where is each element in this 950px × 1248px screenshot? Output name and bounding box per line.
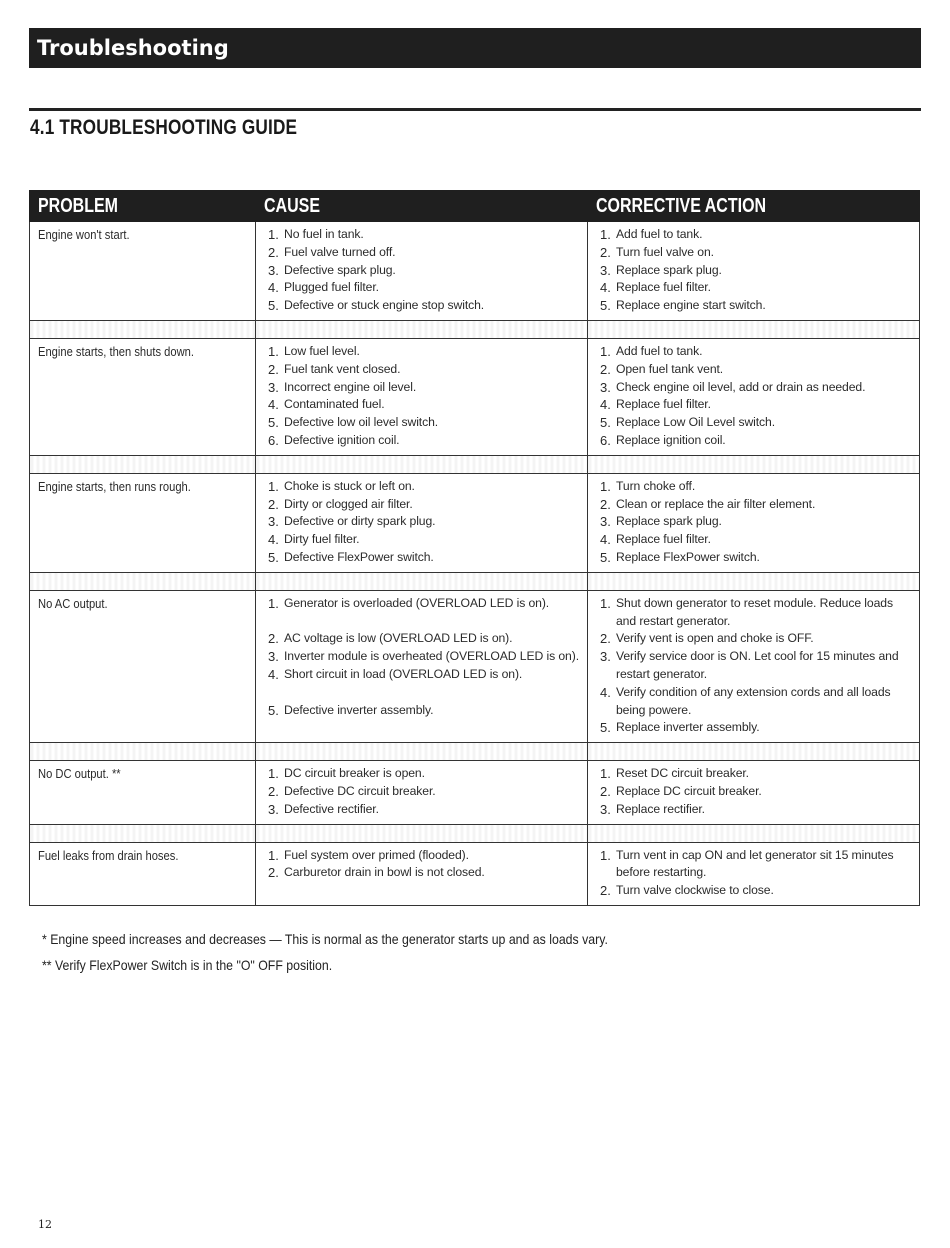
problem-text: Engine won't start. xyxy=(38,227,130,242)
cause-list xyxy=(268,343,583,450)
action-item: 2. Open fuel tank vent. xyxy=(600,361,915,379)
cause-item: 2. Carburetor drain in bowl is not closed. xyxy=(268,864,583,882)
action-text: Replace DC circuit breaker. xyxy=(616,783,762,798)
cause-item: 1. No fuel in tank. xyxy=(268,226,583,244)
problem-cell xyxy=(30,590,256,742)
cause-text: Generator is overloaded (OVERLOAD LED is on). xyxy=(284,595,550,610)
action-text: Add fuel to tank. xyxy=(616,343,703,358)
action-item: 1. Turn vent in cap ON and let generator sit 15 minutes before restarting. xyxy=(600,847,915,883)
spacer-cell xyxy=(588,320,920,338)
table-body xyxy=(30,222,920,906)
cause-item: 3. Inverter module is overheated (OVERLOAD LED is on). xyxy=(268,648,583,666)
table-row xyxy=(30,222,920,321)
cause-cell xyxy=(256,590,588,742)
cause-text: Defective FlexPower switch. xyxy=(284,549,434,564)
spacer-cell xyxy=(30,743,256,761)
cause-cell xyxy=(256,473,588,572)
action-text: Replace ignition coil. xyxy=(616,432,726,447)
action-item: 3. Replace spark plug. xyxy=(600,262,915,280)
action-text: Turn choke off. xyxy=(616,478,696,493)
cause-item: 5. Defective low oil level switch. xyxy=(268,414,583,432)
spacer-cell xyxy=(30,455,256,473)
cause-item: 4. Dirty fuel filter. xyxy=(268,531,583,549)
spacer-row xyxy=(30,824,920,842)
action-item: 1. Turn choke off. xyxy=(600,478,915,496)
spacer-cell xyxy=(588,455,920,473)
action-item: 3. Verify service door is ON. Let cool for 15 minutes and restart generator. xyxy=(600,648,915,684)
action-text: Verify vent is open and choke is OFF. xyxy=(616,631,814,646)
action-text: Add fuel to tank. xyxy=(616,227,703,241)
action-text: Replace spark plug. xyxy=(616,514,722,529)
action-item: 2. Turn fuel valve on. xyxy=(600,244,915,262)
spacer-cell xyxy=(30,824,256,842)
problem-cell xyxy=(30,761,256,824)
cause-item: 5. Defective inverter assembly. xyxy=(268,702,583,720)
cause-list xyxy=(268,847,583,883)
action-item: 5. Replace inverter assembly. xyxy=(600,719,915,737)
problem-cell xyxy=(30,473,256,572)
action-text: Replace FlexPower switch. xyxy=(616,549,760,564)
cause-text: Defective or dirty spark plug. xyxy=(284,514,436,529)
action-text: Replace fuel filter. xyxy=(616,397,711,412)
cause-item: 2. Fuel tank vent closed. xyxy=(268,361,583,379)
action-item: 3. Check engine oil level, add or drain as needed. xyxy=(600,379,915,397)
cause-text: Defective or stuck engine stop switch. xyxy=(284,298,485,313)
cause-text: Fuel system over primed (flooded). xyxy=(284,847,469,862)
footnote: * Engine speed increases and decreases — This is normal as the generator starts up and as loads vary. xyxy=(42,931,608,947)
problem-text: No DC output. ** xyxy=(38,766,121,782)
cause-item: 1. Low fuel level. xyxy=(268,343,583,361)
cause-item: 1. Fuel system over primed (flooded). xyxy=(268,847,583,865)
footnote: ** Verify FlexPower Switch is in the "O" OFF position. xyxy=(42,957,333,973)
action-item: 4. Replace fuel filter. xyxy=(600,531,915,549)
cause-item: 6. Defective ignition coil. xyxy=(268,432,583,450)
action-cell xyxy=(588,761,920,824)
column-header-action: CORRECTIVE ACTION xyxy=(588,191,920,222)
spacer-cell xyxy=(256,572,588,590)
action-list xyxy=(600,847,915,900)
cause-text: Dirty or clogged air filter. xyxy=(284,496,413,511)
action-item: 1. Add fuel to tank. xyxy=(600,226,915,244)
action-list xyxy=(600,765,915,818)
action-text: Turn fuel valve on. xyxy=(616,244,714,259)
cause-list xyxy=(268,478,583,567)
action-item: 1. Shut down generator to reset module. Reduce loads and restart generator. xyxy=(600,595,915,631)
spacer-cell xyxy=(256,743,588,761)
action-text: Replace Low Oil Level switch. xyxy=(616,415,775,430)
action-text: Reset DC circuit breaker. xyxy=(616,766,749,781)
action-text: Replace inverter assembly. xyxy=(616,720,760,735)
cause-text: AC voltage is low (OVERLOAD LED is on). xyxy=(284,631,513,646)
cause-text: Carburetor drain in bowl is not closed. xyxy=(284,865,485,880)
cause-item: 4. Plugged fuel filter. xyxy=(268,279,583,297)
cause-cell xyxy=(256,761,588,824)
problem-cell xyxy=(30,842,256,905)
action-text: Verify service door is ON. Let cool for 15 minutes and restart generator. xyxy=(616,649,899,681)
action-item: 5. Replace engine start switch. xyxy=(600,297,915,315)
cause-cell xyxy=(256,842,588,905)
cause-cell xyxy=(256,338,588,455)
spacer-cell xyxy=(588,824,920,842)
cause-text: Short circuit in load (OVERLOAD LED is on). xyxy=(284,666,523,681)
table-row xyxy=(30,590,920,742)
action-item: 2. Verify vent is open and choke is OFF. xyxy=(600,630,915,648)
action-text: Open fuel tank vent. xyxy=(616,361,724,376)
table-row xyxy=(30,842,920,905)
spacer-row xyxy=(30,320,920,338)
action-text: Shut down generator to reset module. Reduce loads and restart generator. xyxy=(616,595,893,628)
spacer-cell xyxy=(30,572,256,590)
cause-item: 2. AC voltage is low (OVERLOAD LED is on). xyxy=(268,630,583,648)
cause-list xyxy=(268,226,583,315)
cause-text: Defective low oil level switch. xyxy=(284,415,439,430)
cause-item: 2. Defective DC circuit breaker. xyxy=(268,783,583,801)
action-item: 4. Replace fuel filter. xyxy=(600,279,915,297)
action-list xyxy=(600,595,915,737)
action-text: Replace engine start switch. xyxy=(616,298,766,313)
action-cell xyxy=(588,590,920,742)
cause-item: 1. DC circuit breaker is open. xyxy=(268,765,583,783)
problem-cell xyxy=(30,222,256,321)
problem-text: Engine starts, then runs rough. xyxy=(38,478,191,494)
table-row xyxy=(30,761,920,824)
cause-text: No fuel in tank. xyxy=(284,227,364,241)
spacer-cell xyxy=(256,455,588,473)
cause-text: Choke is stuck or left on. xyxy=(284,478,415,493)
spacer-cell xyxy=(256,824,588,842)
action-item: 6. Replace ignition coil. xyxy=(600,432,915,450)
problem-text: Engine starts, then shuts down. xyxy=(38,343,194,359)
action-cell xyxy=(588,842,920,905)
action-item: 2. Clean or replace the air filter element. xyxy=(600,496,915,514)
spacer-row xyxy=(30,743,920,761)
problem-cell xyxy=(30,338,256,455)
cause-item: 4. Short circuit in load (OVERLOAD LED is on). xyxy=(268,666,583,684)
spacer-row xyxy=(30,455,920,473)
column-header-cause: CAUSE xyxy=(256,191,588,222)
cause-item: 1. Generator is overloaded (OVERLOAD LED is on). xyxy=(268,595,583,613)
spacer-cell xyxy=(30,320,256,338)
problem-text: Fuel leaks from drain hoses. xyxy=(38,847,179,863)
table-header-row xyxy=(30,191,920,222)
cause-item: 3. Defective or dirty spark plug. xyxy=(268,513,583,531)
action-text: Verify condition of any extension cords and all loads being powere. xyxy=(616,684,891,717)
spacer-cell xyxy=(256,320,588,338)
cause-text: Incorrect engine oil level. xyxy=(284,379,417,394)
cause-item: 3. Defective rectifier. xyxy=(268,801,583,819)
spacer-cell xyxy=(588,572,920,590)
cause-item: 4. Contaminated fuel. xyxy=(268,396,583,414)
spacer-cell xyxy=(588,743,920,761)
action-list xyxy=(600,226,915,315)
action-text: Replace fuel filter. xyxy=(616,280,711,295)
cause-text: DC circuit breaker is open. xyxy=(284,766,425,781)
action-item: 4. Verify condition of any extension cords and all loads being powere. xyxy=(600,684,915,720)
cause-text: Plugged fuel filter. xyxy=(284,280,379,295)
cause-item: 5. Defective or stuck engine stop switch. xyxy=(268,297,583,315)
action-item: 5. Replace FlexPower switch. xyxy=(600,549,915,567)
cause-item: 2. Dirty or clogged air filter. xyxy=(268,496,583,514)
cause-text: Defective rectifier. xyxy=(284,801,379,816)
footnotes xyxy=(42,926,685,978)
problem-text: No AC output. xyxy=(38,595,108,611)
cause-text: Low fuel level. xyxy=(284,343,360,358)
cause-text: Dirty fuel filter. xyxy=(284,532,360,547)
action-item: 2. Replace DC circuit breaker. xyxy=(600,783,915,801)
action-text: Turn vent in cap ON and let generator sit 15 minutes before restarting. xyxy=(616,847,894,880)
cause-item: 3. Incorrect engine oil level. xyxy=(268,379,583,397)
spacer-row xyxy=(30,572,920,590)
action-cell xyxy=(588,222,920,321)
cause-list xyxy=(268,595,583,720)
cause-text: Defective DC circuit breaker. xyxy=(284,783,436,798)
section-title: 4.1 TROUBLESHOOTING GUIDE xyxy=(30,116,298,139)
action-text: Replace rectifier. xyxy=(616,801,705,816)
action-cell xyxy=(588,338,920,455)
cause-text: Defective inverter assembly. xyxy=(284,702,434,717)
page-number: 12 xyxy=(38,1218,52,1231)
action-item: 1. Reset DC circuit breaker. xyxy=(600,765,915,783)
action-item: 5. Replace Low Oil Level switch. xyxy=(600,414,915,432)
cause-item: 5. Defective FlexPower switch. xyxy=(268,549,583,567)
table-row xyxy=(30,473,920,572)
cause-text: Fuel tank vent closed. xyxy=(284,361,401,376)
cause-text: Defective spark plug. xyxy=(284,262,396,277)
action-text: Replace fuel filter. xyxy=(616,532,711,547)
column-header-problem: PROBLEM xyxy=(30,191,256,222)
action-text: Replace spark plug. xyxy=(616,262,722,277)
action-text: Turn valve clockwise to close. xyxy=(616,883,774,898)
section-banner: Troubleshooting xyxy=(29,28,921,68)
table-row xyxy=(30,338,920,455)
action-text: Check engine oil level, add or drain as needed. xyxy=(616,379,866,394)
cause-item: 2. Fuel valve turned off. xyxy=(268,244,583,262)
action-item: 3. Replace rectifier. xyxy=(600,801,915,819)
troubleshooting-table xyxy=(29,190,920,906)
cause-text: Contaminated fuel. xyxy=(284,397,385,412)
action-text: Clean or replace the air filter element. xyxy=(616,496,816,511)
action-cell xyxy=(588,473,920,572)
action-list xyxy=(600,478,915,567)
action-list xyxy=(600,343,915,450)
cause-text: Inverter module is overheated (OVERLOAD LED is on). xyxy=(284,649,579,664)
cause-text: Fuel valve turned off. xyxy=(284,244,396,259)
section-rule xyxy=(29,108,921,111)
action-item: 2. Turn valve clockwise to close. xyxy=(600,882,915,900)
cause-cell xyxy=(256,222,588,321)
cause-item: 1. Choke is stuck or left on. xyxy=(268,478,583,496)
action-item: 3. Replace spark plug. xyxy=(600,513,915,531)
cause-text: Defective ignition coil. xyxy=(284,432,400,447)
action-item: 1. Add fuel to tank. xyxy=(600,343,915,361)
cause-list xyxy=(268,765,583,818)
cause-item: 3. Defective spark plug. xyxy=(268,262,583,280)
action-item: 4. Replace fuel filter. xyxy=(600,396,915,414)
